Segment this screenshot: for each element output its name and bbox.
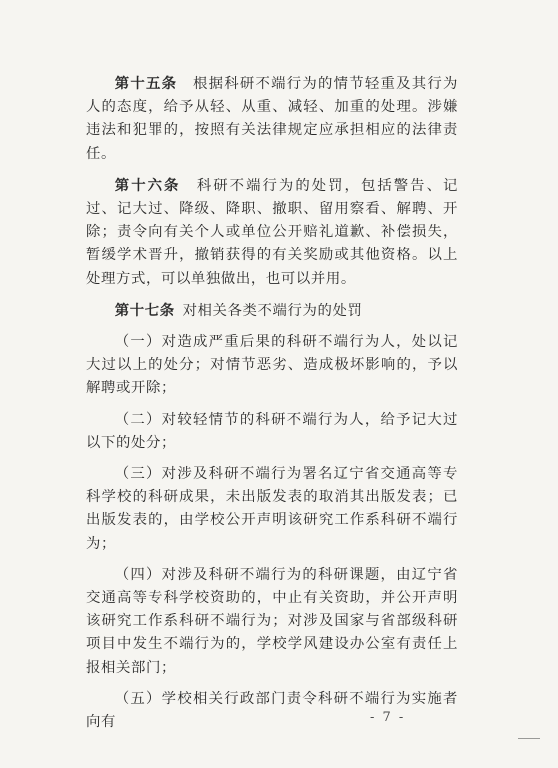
article-15-paragraph: [86, 72, 458, 166]
article-17-item-5: （五）学校相关行政部门责令科研不端行为实施者向有: [86, 690, 458, 731]
article-16-text: 科研不端行为的处罚，包括警告、记过、记大过、降级、降职、撤职、留用察看、解聘、开除；责令向有关个人或单位公开赔礼道歉、补偿损失，暂缓学术晋升，撤销获得的有关奖励或其他资格。以上处理方式，可以单独做出，也可以并用。: [86, 177, 458, 287]
article-17-paragraph: [86, 299, 458, 323]
article-17-item-3: （三）对涉及科研不端行为署名辽宁省交通高等专科学校的科研成果，未出版发表的取消其出版发表；已出版发表的，由学校公开声明该研究工作系科研不端行为；: [86, 466, 458, 552]
article-16-paragraph: [86, 174, 458, 291]
document-body: [86, 72, 458, 734]
scan-edge-mark: [518, 738, 540, 739]
page-number: - 7 -: [370, 710, 406, 725]
article-15-text: 根据科研不端行为的情节轻重及其行为人的态度，给予从轻、从重、减轻、加重的处理。涉嫌违法和犯罪的，按照有关法律规定应承担相应的法律责任。: [86, 76, 458, 162]
article-15-heading: 第十五条: [114, 75, 178, 92]
article-17-item-2: （二）对较轻情节的科研不端行为人，给予记大过以下的处分；: [86, 411, 458, 451]
article-17-text: 对相关各类不端行为的处罚: [182, 302, 363, 319]
article-17-item-4: （四）对涉及科研不端行为的科研课题，由辽宁省交通高等专科学校资助的，中止有关资助，并公开声明该研究工作系科研不端行为；对涉及国家与省部级科研项目中发生不端行为的，学校学风建设办公室有责任上报相关部门；: [86, 566, 458, 676]
article-17-heading: 第十七条: [114, 301, 175, 319]
article-17-item-1: （一）对造成严重后果的科研不端行为人，处以记大过以上的处分；对情节恶劣、造成极坏影响的，予以解聘或开除；: [86, 334, 458, 397]
article-16-heading: 第十六条: [114, 176, 181, 194]
